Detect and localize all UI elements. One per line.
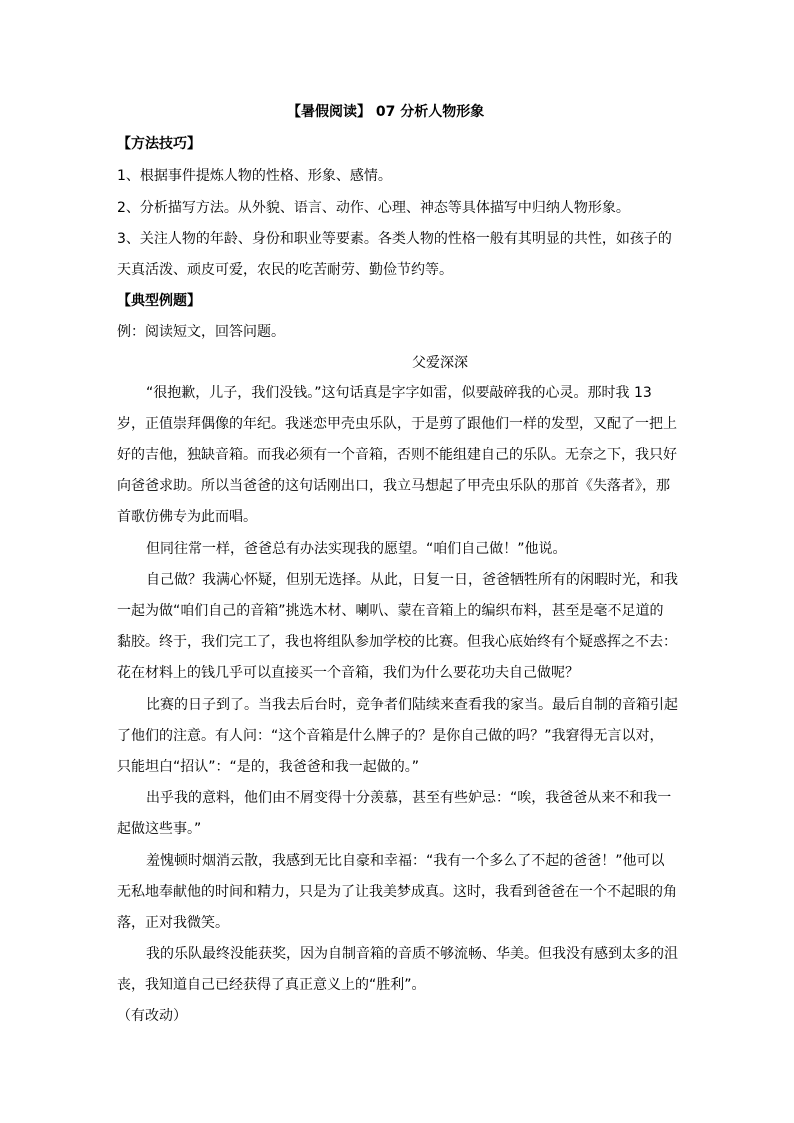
method-item-2: 2、分析描写方法。从外貌、语言、动作、心理、神态等具体描写中归纳人物形象。: [117, 200, 630, 216]
page-title: 【暑假阅读】 07 分析人物形象: [287, 104, 485, 120]
passage-line-16: 羞愧顿时烟消云散，我感到无比自豪和幸福：“我有一个多么了不起的爸爸！”他可以: [146, 853, 665, 869]
passage-line-2: 岁，正值崇拜偶像的年纪。我迷恋甲壳虫乐队，于是剪了跟他们一样的发型，又配了一把上: [117, 416, 677, 432]
passage-line-1: “很抱歉，儿子，我们没钱。”这句话真是字字如雷，似要敲碎我的心灵。那时我 13: [146, 385, 652, 401]
passage-line-14: 出乎我的意料，他们由不屑变得十分羡慕，甚至有些妒忌：“唉，我爸爸从来不和我一: [146, 790, 672, 806]
passage-title: 父爱深深: [412, 355, 468, 371]
section-heading-example: 【典型例题】: [117, 293, 201, 309]
method-item-3: 3、关注人物的年龄、身份和职业等要素。各类人物的性格一般有其明显的共性，如孩子的: [117, 231, 672, 247]
passage-line-9: 黏胶。终于，我们完工了，我也将组队参加学校的比赛。但我心底始终有个疑惑挥之不去：: [117, 634, 677, 650]
passage-line-19: 我的乐队最终没能获奖，因为自制音箱的音质不够流畅、华美。但我没有感到太多的沮: [146, 946, 678, 962]
passage-line-15: 起做这些事。”: [117, 821, 202, 837]
passage-line-10: 花在材料上的钱几乎可以直接买一个音箱，我们为什么要花功夫自己做呢？: [117, 665, 579, 681]
passage-line-5: 首歌仿佛专为此而唱。: [117, 509, 257, 525]
passage-line-4: 向爸爸求助。所以当爸爸的这句话刚出口，我立马想起了甲壳虫乐队的那首《失落者》，那: [117, 478, 670, 494]
passage-line-18: 落，正对我微笑。: [117, 915, 229, 931]
passage-line-3: 好的吉他，独缺音箱。而我必须有一个音箱，否则不能组建自己的乐队。无奈之下，我只好: [117, 447, 677, 463]
passage-line-6: 但同往常一样，爸爸总有办法实现我的愿望。“咱们自己做！”他说。: [146, 541, 567, 557]
passage-line-7: 自己做？我满心怀疑，但别无选择。从此，日复一日，爸爸牺牲所有的闲暇时光，和我: [146, 572, 678, 588]
passage-note: （有改动）: [117, 1008, 187, 1024]
passage-line-8: 一起为做“咱们自己的音箱”挑选木材、喇叭、蒙在音箱上的编织布料，甚至是毫不足道的: [117, 603, 664, 619]
passage-line-17: 无私地奉献他的时间和精力，只是为了让我美梦成真。这时，我看到爸爸在一个不起眼的角: [117, 884, 677, 900]
section-heading-method: 【方法技巧】: [117, 136, 201, 152]
method-item-3-cont: 天真活泼、顽皮可爱，农民的吃苦耐劳、勤俭节约等。: [117, 262, 453, 278]
method-item-1: 1、根据事件提炼人物的性格、形象、感情。: [117, 168, 392, 184]
passage-line-12: 了他们的注意。有人问：“这个音箱是什么牌子的？是你自己做的吗？”我窘得无言以对，: [117, 728, 664, 744]
passage-line-20: 丧，我知道自己已经获得了真正意义上的“胜利”。: [117, 977, 426, 993]
passage-line-11: 比赛的日子到了。当我去后台时，竞争者们陆续来查看我的家当。最后自制的音箱引起: [146, 697, 678, 713]
passage-line-13: 只能坦白“招认”：“是的，我爸爸和我一起做的。”: [117, 759, 420, 775]
example-intro: 例：阅读短文，回答问题。: [117, 324, 285, 340]
